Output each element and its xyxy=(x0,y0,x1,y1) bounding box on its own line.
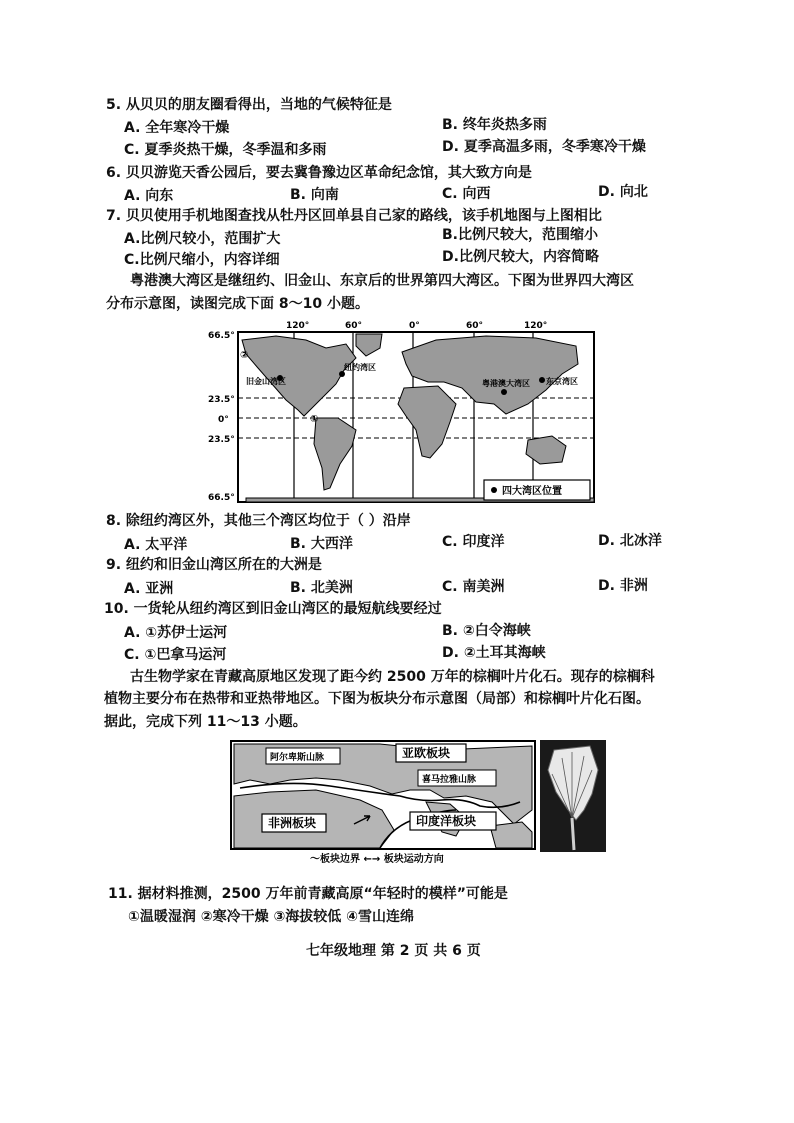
lon-label-5: 120° xyxy=(524,321,548,331)
gba-bay-dot xyxy=(501,389,507,395)
gba-label: 粤港澳大湾区 xyxy=(482,379,530,388)
q7-option-b: B.比例尺较大，范围缩小 xyxy=(442,227,598,243)
q6-option-a: A. 向东 xyxy=(124,188,174,204)
indian-plate-label: 印度洋板块 xyxy=(416,814,477,828)
tokyo-bay-dot xyxy=(539,377,545,383)
lon-label-3: 0° xyxy=(409,321,420,331)
q6-option-d: D. 向北 xyxy=(598,184,648,200)
q5-option-a: A. 全年寒冷干燥 xyxy=(124,120,230,136)
ny-bay-label: 纽约湾区 xyxy=(344,363,376,372)
q10-option-a: A. ①苏伊士运河 xyxy=(124,625,228,641)
q10-stem: 10. 一货轮从纽约湾区到旧金山湾区的最短航线要经过 xyxy=(104,601,442,617)
himalaya-label: 喜马拉雅山脉 xyxy=(422,775,477,785)
q10-option-c: C. ①巴拿马运河 xyxy=(124,647,227,663)
passage2-line2: 植物主要分布在热带和亚热带地区。下图为板块分布示意图（局部）和棕榈叶片化石图。 xyxy=(104,691,650,707)
q6-stem: 6. 贝贝游览天香公园后，要去冀鲁豫边区革命纪念馆，其大致方向是 xyxy=(106,165,532,181)
q7-option-a: A.比例尺较小，范围扩大 xyxy=(124,231,281,247)
tokyo-bay-label: 东京湾区 xyxy=(546,377,578,386)
lat-label-5: 66.5° xyxy=(208,493,235,503)
africa-plate-label: 非洲板块 xyxy=(268,816,317,830)
eurasia-plate-label: 亚欧板块 xyxy=(402,746,451,760)
passage2-line3: 据此，完成下列 11～13 小题。 xyxy=(104,714,307,730)
world-bay-area-map xyxy=(206,318,598,508)
lat-label-1: 66.5° xyxy=(208,331,235,341)
passage2-line1: 古生物学家在青藏高原地区发现了距今约 2500 万年的棕榈叶片化石。现存的棕榈科 xyxy=(130,669,655,685)
q5-option-b: B. 终年炎热多雨 xyxy=(442,117,547,133)
q11-stem: 11. 据材料推测，2500 万年前青藏高原“年轻时的模样”可能是 xyxy=(108,886,508,902)
q9-option-b: B. 北美洲 xyxy=(290,580,353,596)
palm-fossil-image xyxy=(540,740,606,852)
q10-option-b: B. ②白令海峡 xyxy=(442,623,531,639)
lon-label-4: 60° xyxy=(466,321,484,331)
q7-stem: 7. 贝贝使用手机地图查找从牡丹区回单县自己家的路线，该手机地图与上图相比 xyxy=(106,208,602,224)
q10-option-d: D. ②土耳其海峡 xyxy=(442,645,546,661)
passage1-line1: 粤港澳大湾区是继纽约、旧金山、东京后的世界第四大湾区。下图为世界四大湾区 xyxy=(130,273,634,289)
q9-stem: 9. 纽约和旧金山湾区所在的大洲是 xyxy=(106,557,322,573)
q6-option-b: B. 向南 xyxy=(290,187,339,203)
map2-legend: ～板块边界 ←→ 板块运动方向 xyxy=(310,854,444,865)
q5-option-c: C. 夏季炎热干燥，冬季温和多雨 xyxy=(124,142,327,158)
marker-1: ① xyxy=(310,414,319,425)
q8-stem: 8. 除纽约湾区外，其他三个湾区均位于（ ）沿岸 xyxy=(106,513,411,529)
q6-option-c: C. 向西 xyxy=(442,186,491,202)
q9-option-c: C. 南美洲 xyxy=(442,579,505,595)
marker-2: ② xyxy=(240,350,249,361)
sf-bay-label: 旧金山湾区 xyxy=(246,377,286,386)
lat-label-2: 23.5° xyxy=(208,395,235,405)
q11-options: ①温暖湿润 ②寒冷干燥 ③海拔较低 ④雪山连绵 xyxy=(128,909,415,925)
lat-label-4: 23.5° xyxy=(208,435,235,445)
page-footer: 七年级地理 第 2 页 共 6 页 xyxy=(306,943,481,959)
q5-option-d: D. 夏季高温多雨，冬季寒冷干燥 xyxy=(442,139,646,155)
q8-option-d: D. 北冰洋 xyxy=(598,533,662,549)
legend-dot xyxy=(491,487,497,493)
alps-label: 阿尔卑斯山脉 xyxy=(270,753,325,763)
passage1-line2: 分布示意图，读图完成下面 8～10 小题。 xyxy=(106,296,369,312)
q9-option-a: A. 亚洲 xyxy=(124,581,174,597)
q8-option-a: A. 太平洋 xyxy=(124,537,188,553)
plate-map xyxy=(230,740,536,866)
map1-legend-label: 四大湾区位置 xyxy=(502,486,562,497)
q5-stem: 5. 从贝贝的朋友圈看得出，当地的气候特征是 xyxy=(106,97,392,113)
q9-option-d: D. 非洲 xyxy=(598,578,648,594)
q7-option-c: C.比例尺缩小，内容详细 xyxy=(124,252,280,268)
q8-option-b: B. 大西洋 xyxy=(290,536,353,552)
q8-option-c: C. 印度洋 xyxy=(442,534,505,550)
lon-label-1: 120° xyxy=(286,321,310,331)
q7-option-d: D.比例尺较大，内容简略 xyxy=(442,249,599,265)
lat-label-3: 0° xyxy=(218,415,229,425)
lon-label-2: 60° xyxy=(345,321,363,331)
